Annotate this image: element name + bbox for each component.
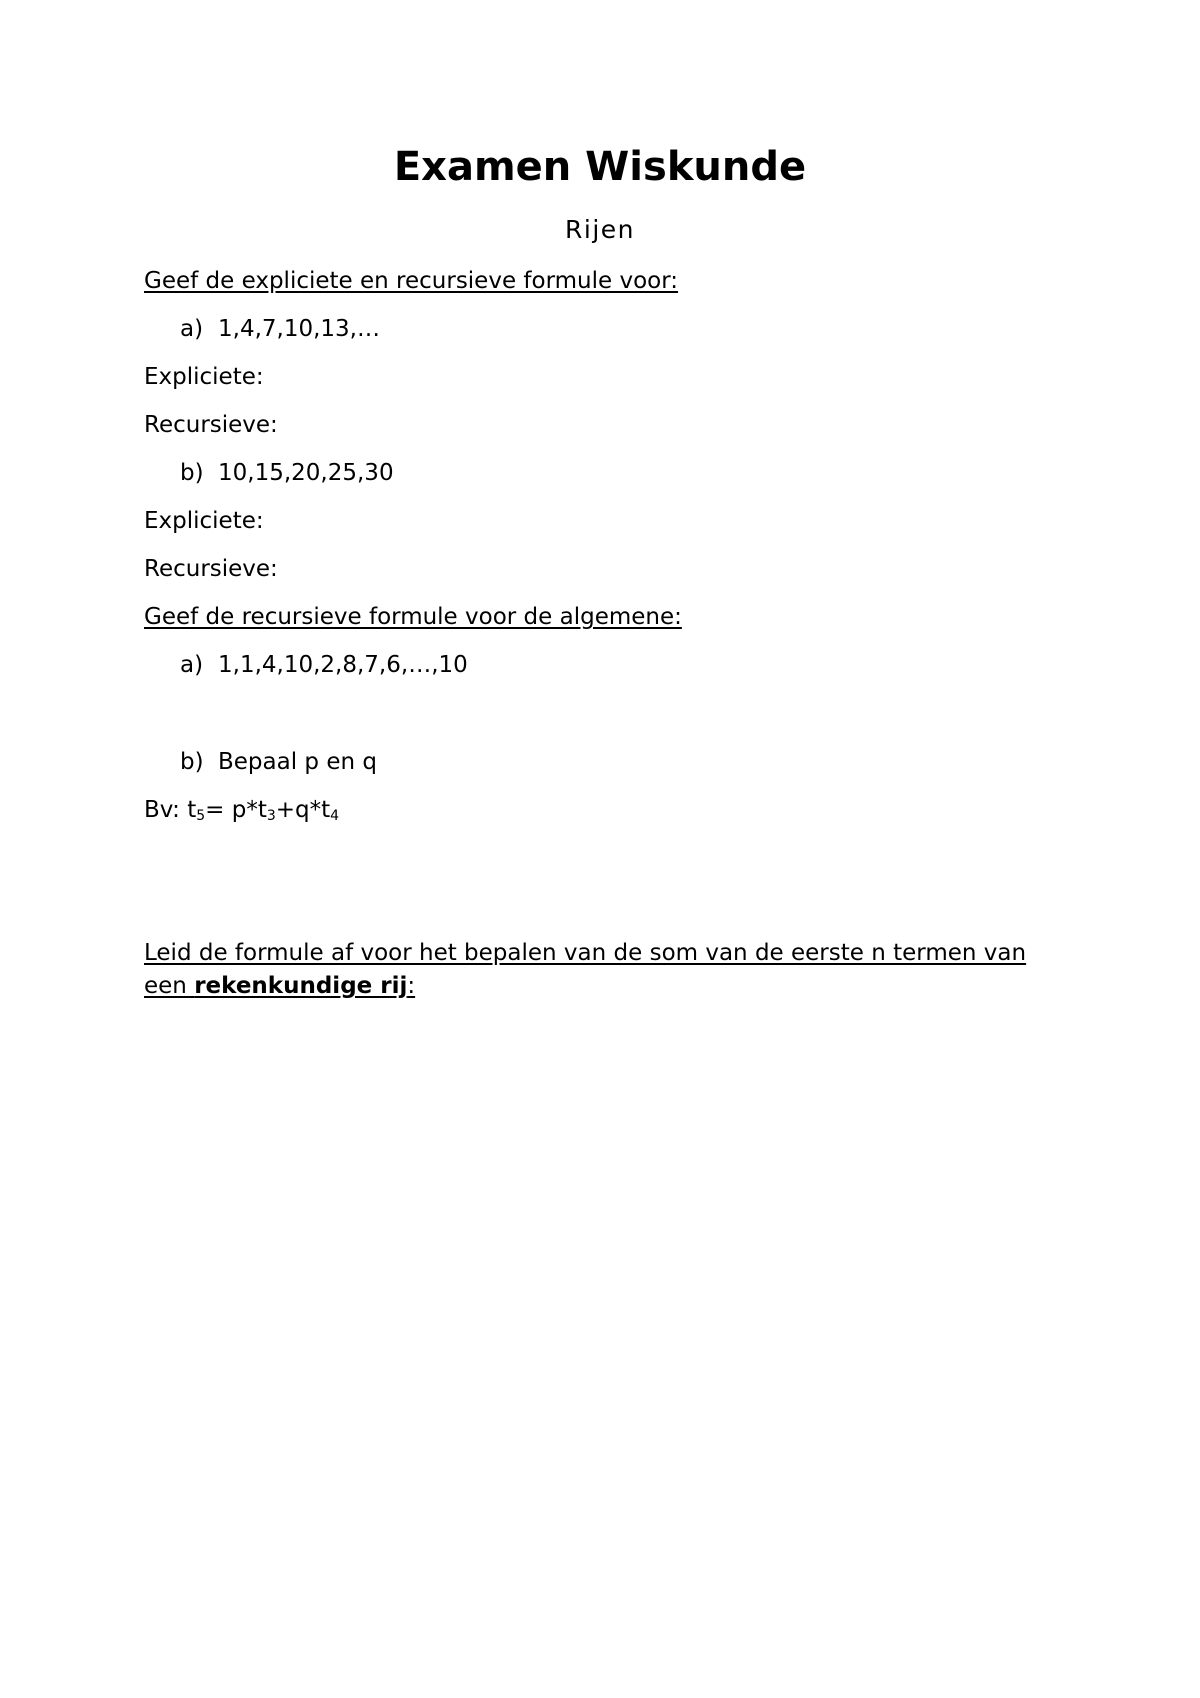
- formula-subscript: 4: [330, 808, 340, 824]
- item-marker: a): [180, 316, 204, 342]
- instruction-text: Leid de formule af voor het bepalen van de som van de eerste n termen van een: [144, 940, 1027, 999]
- section2-item-a: [180, 650, 468, 680]
- item-text: 10,15,20,25,30: [218, 460, 394, 486]
- section2-heading: Geef de recursieve formule voor de algemene:: [144, 604, 682, 630]
- section2-item-b: [180, 747, 377, 777]
- formula-middle: = p*t: [205, 797, 267, 823]
- section1-item-b: [180, 458, 394, 488]
- formula-subscript: 5: [196, 808, 206, 824]
- section1-item-b-expliciete-label: Expliciete:: [144, 508, 264, 534]
- formula-middle: +q*t: [275, 797, 331, 823]
- example-formula: [144, 795, 339, 825]
- item-marker: a): [180, 652, 204, 678]
- section1-item-a-expliciete-label: Expliciete:: [144, 364, 264, 390]
- section1-item-b-recursieve-label: Recursieve:: [144, 556, 278, 582]
- item-marker: b): [180, 749, 204, 775]
- section1-item-a-recursieve-label: Recursieve:: [144, 412, 278, 438]
- formula-subscript: 3: [266, 808, 276, 824]
- item-marker: b): [180, 460, 204, 486]
- item-text: 1,4,7,10,13,…: [218, 316, 380, 342]
- item-text: Bepaal p en q: [218, 749, 377, 775]
- formula-prefix: Bv: t: [144, 797, 197, 823]
- instruction-bold-term: rekenkundige rij: [194, 973, 408, 999]
- section1-heading: Geef de expliciete en recursieve formule voor:: [144, 268, 679, 294]
- instruction-colon: :: [407, 973, 416, 999]
- page-title: Examen Wiskunde: [393, 144, 807, 190]
- section3-instruction: [144, 937, 1044, 1003]
- section1-item-a: [180, 314, 380, 344]
- page-subtitle: Rijen: [565, 215, 635, 244]
- item-text: 1,1,4,10,2,8,7,6,…,10: [218, 652, 468, 678]
